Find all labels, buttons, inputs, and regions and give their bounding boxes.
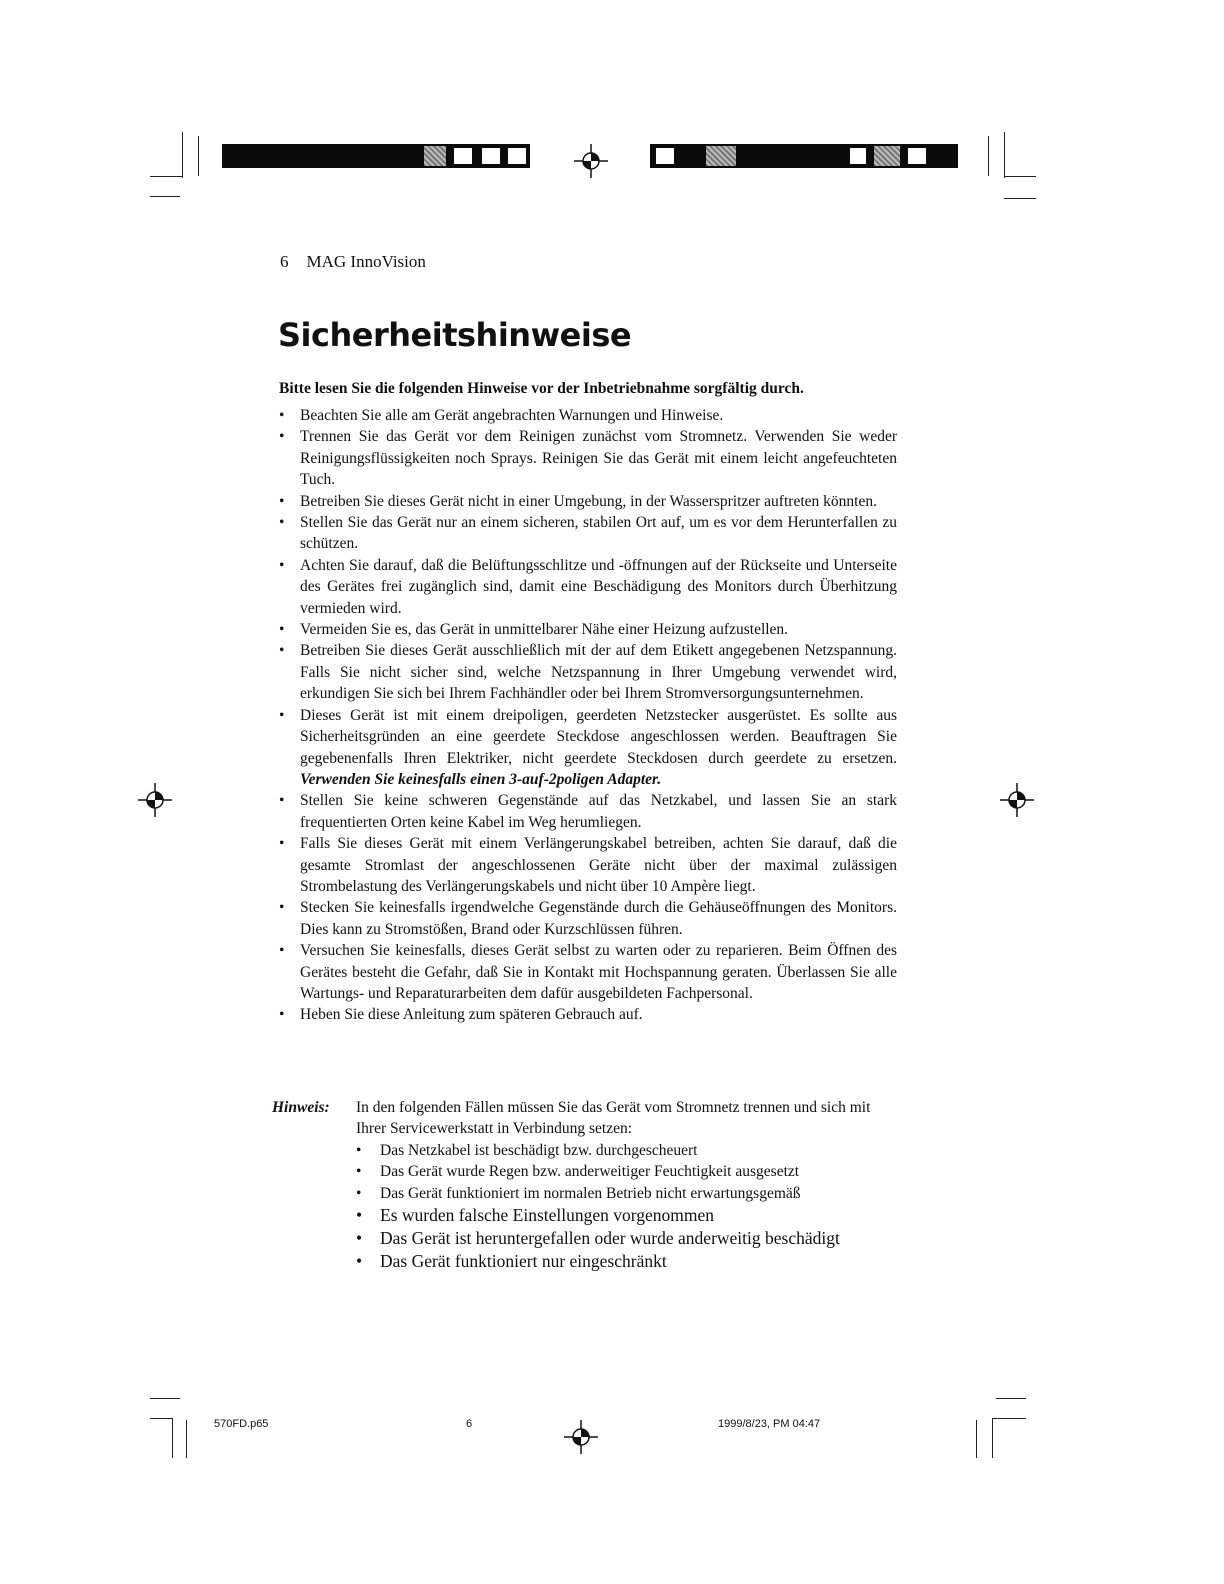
gray-patch-left — [424, 146, 446, 166]
footer-file: 570FD.p65 — [214, 1418, 269, 1430]
crop-mark — [992, 1418, 1026, 1419]
note-block — [272, 1097, 897, 1273]
crop-mark — [992, 1418, 993, 1458]
crop-mark — [150, 1398, 180, 1399]
note-text: In den folgenden Fällen müssen Sie das Gerät vom Stromnetz trennen und sich mit Ihrer Servicewerkstatt in Verbindung setzen: — [356, 1099, 871, 1138]
list-item: • Stecken Sie keinesfalls irgendwelche Gegenstände durch die Gehäuseöffnungen des Monitors. Dies kann zu Stromstößen, Brand oder Kurzschlüssen führen. — [279, 897, 897, 940]
note-label: Hinweis: — [272, 1099, 330, 1116]
list-item: • Vermeiden Sie es, das Gerät in unmittelbarer Nähe einer Heizung aufzustellen. — [279, 619, 897, 640]
note-item: • Das Gerät funktioniert im normalen Betrieb nicht erwartungsgemäß — [356, 1183, 897, 1204]
crop-mark — [182, 132, 183, 178]
white-box — [452, 146, 474, 166]
note-item: • Das Gerät funktioniert nur eingeschränkt — [356, 1250, 897, 1273]
list-item: • Betreiben Sie dieses Gerät nicht in einer Umgebung, in der Wasserspritzer auftreten könnten. — [279, 491, 897, 512]
crop-mark — [1004, 132, 1005, 178]
running-head — [280, 252, 444, 272]
white-box — [506, 146, 528, 166]
list-item: • Heben Sie diese Anleitung zum späteren Gebrauch auf. — [279, 1004, 897, 1025]
white-box — [906, 146, 928, 166]
note-item: • Das Gerät wurde Regen bzw. anderweitiger Feuchtigkeit ausgesetzt — [356, 1161, 897, 1182]
intro-text: Bitte lesen Sie die folgenden Hinweise vor der Inbetriebnahme sorgfältig durch. — [279, 380, 804, 397]
crop-mark — [996, 1398, 1026, 1399]
crop-mark — [150, 196, 180, 197]
list-item: • Trennen Sie das Gerät vor dem Reinigen zunächst vom Stromnetz. Verwenden Sie weder Reinigungsflüssigkeiten noch Sprays. Reinigen Sie das Gerät mit einem leicht angefeuchteten Tuch. — [279, 426, 897, 490]
white-box — [654, 146, 676, 166]
crop-mark — [1004, 176, 1036, 177]
white-box — [848, 146, 868, 166]
page-title: Sicherheitshinweise — [278, 316, 632, 354]
white-box — [480, 146, 502, 166]
note-item: • Das Netzkabel ist beschädigt bzw. durchgescheuert — [356, 1140, 897, 1161]
list-item: • Falls Sie dieses Gerät mit einem Verlängerungskabel betreiben, achten Sie darauf, daß die gesamte Stromlast der angeschlossenen Geräte nicht über der maximal zulässigen Strombelastung des Verlängerungskabels und nicht über 10 Ampère liegt. — [279, 833, 897, 897]
note-item: • Es wurden falsche Einstellungen vorgenommen — [356, 1204, 897, 1227]
safety-list — [279, 405, 897, 1026]
registration-mark-icon — [1000, 783, 1034, 817]
note-list — [356, 1140, 897, 1273]
registration-mark-icon — [574, 144, 608, 178]
crop-mark — [198, 136, 199, 176]
crop-mark — [1004, 198, 1036, 199]
registration-mark-icon — [138, 783, 172, 817]
crop-mark — [186, 1420, 187, 1458]
note-item: • Das Gerät ist heruntergefallen oder wurde anderweitig beschädigt — [356, 1227, 897, 1250]
crop-mark — [150, 1418, 172, 1419]
list-item: • Stellen Sie das Gerät nur an einem sicheren, stabilen Ort auf, um es vor dem Herunterfallen zu schützen. — [279, 512, 897, 555]
list-item — [279, 705, 897, 791]
crop-mark — [172, 1418, 173, 1458]
crop-mark — [150, 176, 182, 177]
page-number: 6 — [280, 252, 289, 271]
list-item: • Beachten Sie alle am Gerät angebrachten Warnungen und Hinweise. — [279, 405, 897, 426]
crop-mark — [988, 136, 989, 176]
registration-mark-icon — [564, 1420, 598, 1454]
adapter-warning: Verwenden Sie keinesfalls einen 3-auf-2poligen Adapter. — [300, 770, 662, 788]
footer-page: 6 — [466, 1418, 473, 1430]
list-item-text: Dieses Gerät ist mit einem dreipoligen, geerdeten Netzstecker ausgerüstet. Es sollte aus Sicherheitsgründen an eine geerdete Steckdose angeschlossen werden. Beauftragen Sie gegebenenfalls Ihren Elektriker, nicht geerdete Steckdosen durch geerdete zu ersetzen. — [300, 706, 897, 767]
list-item: • Betreiben Sie dieses Gerät ausschließlich mit der auf dem Etikett angegebenen Netzspannung. Falls Sie nicht sicher sind, welche Netzspannung in Ihrer Umgebung verwendet wird, erkundigen Sie sich bei Ihrem Fachhändler oder bei Ihrem Stromversorgungsunternehmen. — [279, 640, 897, 704]
list-item: • Versuchen Sie keinesfalls, dieses Gerät selbst zu warten oder zu reparieren. Beim Öffnen des Gerätes besteht die Gefahr, daß Sie in Kontakt mit Hochspannung geraten. Überlassen Sie alle Wartungs- und Reparaturarbeiten dem dafür ausgebildeten Fachpersonal. — [279, 940, 897, 1004]
footer-timestamp: 1999/8/23, PM 04:47 — [718, 1418, 821, 1430]
list-item: • Achten Sie darauf, daß die Belüftungsschlitze und -öffnungen auf der Rückseite und Unterseite des Gerätes frei zugänglich sind, damit eine Beschädigung des Monitors durch Überhitzung vermieden wird. — [279, 555, 897, 619]
brand-name: MAG InnoVision — [306, 252, 426, 271]
gray-patch-right — [706, 146, 736, 166]
list-item: • Stellen Sie keine schweren Gegenstände auf das Netzkabel, und lassen Sie an stark frequentierten Orten keine Kabel im Weg herumliegen. — [279, 790, 897, 833]
gray-patch-right — [874, 146, 900, 166]
crop-mark — [976, 1420, 977, 1458]
